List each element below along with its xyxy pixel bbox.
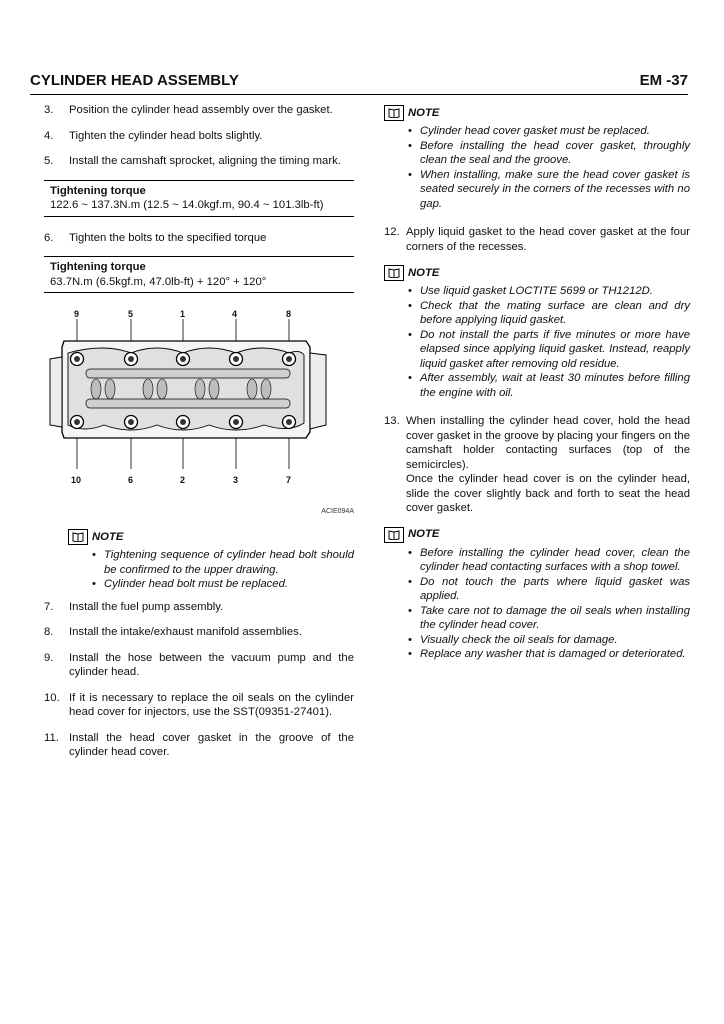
torque-box-1 bbox=[44, 180, 354, 217]
note-book-icon bbox=[68, 529, 88, 545]
bolt-sequence-figure bbox=[44, 307, 354, 519]
note-label: NOTE bbox=[408, 106, 440, 119]
figure-label: 3 bbox=[233, 475, 239, 485]
figure-label: 7 bbox=[286, 475, 292, 485]
step-11: 11. Install the head cover gasket in the groove of the cylinder head cover. bbox=[44, 731, 354, 758]
note-item: • Do not install the parts if five minutes or more have elapsed since applying liquid gasket. Instead, reapply liquid gasket after removing old residue. bbox=[408, 328, 690, 372]
note-book-icon bbox=[384, 265, 404, 281]
note-box bbox=[384, 105, 690, 211]
note-book-icon bbox=[384, 105, 404, 121]
note-item: • Tightening sequence of cylinder head bolt should be confirmed to the upper drawing. bbox=[92, 548, 354, 577]
torque-heading: Tightening torque bbox=[50, 261, 146, 273]
note-box bbox=[384, 265, 690, 400]
step-8: 8. Install the intake/exhaust manifold assemblies. bbox=[44, 626, 302, 638]
figure-label: 10 bbox=[71, 475, 82, 485]
torque-value: 122.6 ~ 137.3N.m (12.5 ~ 14.0kgf.m, 90.4 ~ 101.3lb-ft) bbox=[50, 199, 324, 211]
note-item: • Take care not to damage the oil seals when installing the cylinder head cover. bbox=[408, 604, 690, 633]
note-label: NOTE bbox=[92, 530, 124, 543]
figure-label: 1 bbox=[180, 309, 186, 319]
left-column bbox=[44, 103, 354, 771]
cylinder-head-drawing bbox=[44, 307, 354, 519]
step-10: 10. If it is necessary to replace the oil seals on the cylinder head cover for injectors, use the SST(09351-27401). bbox=[44, 691, 354, 718]
step-13-text-2: Once the cylinder head cover is on the cylinder head, slide the cover slightly back and forth to seat the head cover gasket. bbox=[406, 473, 690, 514]
figure-label: 2 bbox=[180, 475, 186, 485]
step-9: 9. Install the hose between the vacuum pump and the cylinder head. bbox=[44, 651, 354, 678]
note-item: • Check that the mating surface are clean and dry before applying liquid gasket. bbox=[408, 299, 690, 328]
step-6: 6. Tighten the bolts to the specified torque bbox=[44, 231, 267, 244]
figure-reference: ACIE094A bbox=[321, 507, 354, 515]
step-13-text: When installing the cylinder head cover, hold the head cover gasket in the groove by placing your fingers on the camshaft holder contacting surfaces (top of the semicircles). bbox=[406, 415, 690, 471]
page-number: EM -37 bbox=[639, 72, 688, 89]
note-box bbox=[384, 527, 690, 662]
step-3: 3. Position the cylinder head assembly over the gasket. bbox=[44, 104, 333, 116]
torque-heading: Tightening torque bbox=[50, 184, 146, 197]
note-item: • When installing, make sure the head cover gasket is seated securely in the corners of the recesses with no gap. bbox=[408, 168, 690, 212]
page-header bbox=[30, 70, 688, 95]
note-item: • Use liquid gasket LOCTITE 5699 or TH1212D. bbox=[408, 284, 690, 299]
note-book-icon bbox=[384, 527, 404, 543]
note-item: • Visually check the oil seals for damage. bbox=[408, 633, 690, 648]
figure-label: 9 bbox=[74, 309, 80, 319]
note-label: NOTE bbox=[408, 266, 440, 279]
step-5: 5. Install the camshaft sprocket, aligning the timing mark. bbox=[44, 155, 341, 167]
step-13: 13. When installing the cylinder head cover, hold the head cover gasket in the groove by placing your fingers on the camshaft holder contacting surfaces (top of the semicircles). Once the cylinder head cover is on the cylinder head, slide the cover slightly back and forth to seat the head cover gasket. bbox=[384, 415, 690, 514]
torque-value: 63.7N.m (6.5kgf.m, 47.0lb-ft) + 120° + 120° bbox=[50, 275, 267, 288]
step-7: 7. Install the fuel pump assembly. bbox=[44, 600, 224, 613]
note-item: • Before installing the cylinder head cover, clean the cylinder head contacting surfaces with a shop towel. bbox=[408, 546, 690, 575]
note-label: NOTE bbox=[408, 528, 440, 541]
figure-label: 5 bbox=[128, 309, 134, 319]
section-title: CYLINDER HEAD ASSEMBLY bbox=[30, 72, 239, 89]
note-box bbox=[68, 529, 354, 592]
note-item: • Replace any washer that is damaged or deteriorated. bbox=[408, 647, 690, 662]
note-item: • Do not touch the parts where liquid gasket was applied. bbox=[408, 575, 690, 604]
note-item: • Cylinder head bolt must be replaced. bbox=[92, 577, 354, 592]
note-item: • After assembly, wait at least 30 minutes before filling the engine with oil. bbox=[408, 371, 690, 400]
figure-label: 4 bbox=[232, 309, 238, 319]
torque-box-2 bbox=[44, 256, 354, 293]
step-4: 4. Tighten the cylinder head bolts slightly. bbox=[44, 129, 263, 142]
step-12: 12. Apply liquid gasket to the head cover gasket at the four corners of the recesses. bbox=[384, 226, 690, 253]
note-item: • Cylinder head cover gasket must be replaced. bbox=[408, 124, 690, 139]
right-column bbox=[384, 105, 690, 670]
figure-label: 6 bbox=[128, 475, 134, 485]
note-item: • Before installing the head cover gasket, throughly clean the seal and the groove. bbox=[408, 139, 690, 168]
figure-label: 8 bbox=[286, 309, 292, 319]
